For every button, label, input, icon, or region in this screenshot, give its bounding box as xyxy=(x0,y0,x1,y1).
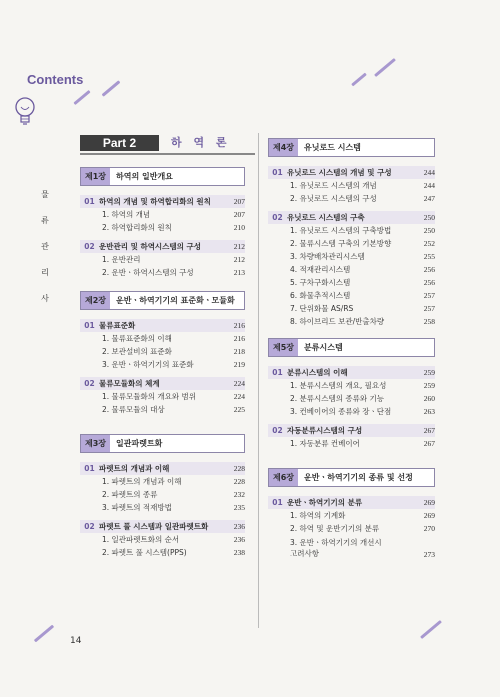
chapter-number: 제4장 xyxy=(269,139,298,156)
item-page: 210 xyxy=(233,223,245,232)
side-char: 관 xyxy=(41,242,49,251)
item-page: 235 xyxy=(233,503,245,512)
item-title: 1. 운반관리 xyxy=(102,255,141,264)
section-page: 267 xyxy=(423,426,435,435)
section-page: 236 xyxy=(233,522,245,531)
item-page: 216 xyxy=(233,334,245,343)
item-page: 236 xyxy=(233,535,245,544)
item-title: 3. 컨베이어의 종류와 장ㆍ단점 xyxy=(290,407,392,416)
part-heading xyxy=(80,135,255,151)
chapter-number: 제5장 xyxy=(269,339,298,356)
chapter-header[interactable] xyxy=(268,468,435,487)
item-page: 267 xyxy=(423,439,435,448)
section-page: 244 xyxy=(423,168,435,177)
section-number: 02 xyxy=(84,379,95,388)
page-number: 14 xyxy=(70,636,82,646)
toc-item[interactable] xyxy=(80,390,245,403)
item-title: 1. 파렛트의 개념과 이해 xyxy=(102,477,182,486)
item-title: 2. 운반ㆍ하역시스템의 구성 xyxy=(102,268,194,277)
toc-section xyxy=(80,377,245,416)
section-title: 유닛로드 시스템의 개념 및 구성 xyxy=(287,168,392,177)
item-page: 256 xyxy=(423,278,435,287)
section-title: 물류표준화 xyxy=(99,321,136,330)
item-page: 250 xyxy=(423,226,435,235)
section-title: 운반ㆍ하역기기의 분류 xyxy=(287,498,363,507)
chapter-number: 제3장 xyxy=(81,435,110,452)
item-page: 218 xyxy=(233,347,245,356)
toc-section xyxy=(268,496,435,559)
item-title: 2. 파렛트의 종류 xyxy=(102,490,158,499)
section-title: 하역의 개념 및 하역합리화의 원칙 xyxy=(99,197,211,206)
item-page: 269 xyxy=(423,511,435,520)
chapter-number: 제1장 xyxy=(81,168,110,185)
item-page: 228 xyxy=(233,477,245,486)
section-header[interactable] xyxy=(80,377,245,390)
item-page: 238 xyxy=(233,548,245,557)
item-title: 3. 파렛트의 적재방법 xyxy=(102,503,172,512)
section-number: 02 xyxy=(84,242,95,251)
part-subtitle: 하 역 론 xyxy=(171,136,231,149)
toc-section xyxy=(268,424,435,450)
item-title: 3. 운반ㆍ하역기기의 개선시 고려사항 xyxy=(290,538,382,558)
decorative-slash xyxy=(420,620,442,639)
item-title: 2. 물류모듈의 대상 xyxy=(102,405,165,414)
item-page: 212 xyxy=(233,255,245,264)
side-vertical-label xyxy=(38,182,52,312)
section-header[interactable] xyxy=(268,496,435,509)
section-title: 유닛로드 시스템의 구축 xyxy=(287,213,365,222)
item-page: 260 xyxy=(423,394,435,403)
toc-section xyxy=(80,240,245,279)
toc-section xyxy=(268,211,435,328)
chapter-block xyxy=(268,338,435,450)
part-underline xyxy=(80,153,255,155)
toc-item[interactable] xyxy=(268,535,435,559)
section-number: 02 xyxy=(272,426,283,435)
section-header[interactable] xyxy=(268,366,435,379)
chapter-header[interactable] xyxy=(80,291,245,310)
chapter-block xyxy=(268,468,435,559)
item-title: 2. 하역합리화의 원칙 xyxy=(102,223,172,232)
section-title: 파렛트 풀 시스템과 일관파렛트화 xyxy=(99,522,209,531)
section-page: 207 xyxy=(233,197,245,206)
item-page: 259 xyxy=(423,381,435,390)
section-number: 02 xyxy=(84,522,95,531)
section-title: 자동분류시스템의 구성 xyxy=(287,426,363,435)
toc-item[interactable] xyxy=(268,289,435,302)
item-page: 244 xyxy=(423,181,435,190)
toc-section xyxy=(80,319,245,371)
item-title: 8. 하이브리드 보관/반출차량 xyxy=(290,317,385,326)
item-title: 2. 하역 및 운반기기의 분류 xyxy=(290,524,380,533)
chapter-number: 제2장 xyxy=(81,292,110,309)
chapter-block xyxy=(268,138,435,328)
section-header[interactable] xyxy=(80,240,245,253)
part-label: Part 2 xyxy=(80,135,159,151)
item-title: 1. 유닛로드 시스템의 구축방법 xyxy=(290,226,392,235)
toc-item[interactable] xyxy=(80,501,245,514)
chapter-block xyxy=(80,434,245,559)
item-title: 4. 적재관리시스템 xyxy=(290,265,351,274)
toc-item[interactable] xyxy=(80,208,245,221)
chapter-header[interactable] xyxy=(80,434,245,453)
chapter-header[interactable] xyxy=(268,138,435,157)
side-char: 류 xyxy=(41,216,49,225)
item-page: 213 xyxy=(233,268,245,277)
section-header[interactable] xyxy=(268,166,435,179)
item-page: 263 xyxy=(423,407,435,416)
section-number: 01 xyxy=(84,197,95,206)
item-title: 1. 분류시스템의 개요, 필요성 xyxy=(290,381,387,390)
item-title: 1. 일관파렛트화의 순서 xyxy=(102,535,180,544)
section-title: 물류모듈화의 체계 xyxy=(99,379,160,388)
item-title: 1. 자동분류 컨베이어 xyxy=(290,439,360,448)
toc-item[interactable] xyxy=(268,179,435,192)
item-page: 225 xyxy=(233,405,245,414)
toc-item[interactable] xyxy=(268,315,435,328)
toc-item[interactable] xyxy=(268,237,435,250)
left-column xyxy=(80,167,245,565)
toc-item[interactable] xyxy=(268,379,435,392)
item-title: 2. 분류시스템의 종류와 기능 xyxy=(290,394,385,403)
section-header[interactable] xyxy=(80,520,245,533)
toc-item[interactable] xyxy=(268,405,435,418)
section-page: 269 xyxy=(423,498,435,507)
item-title: 1. 물류표준화의 이해 xyxy=(102,334,172,343)
toc-item[interactable] xyxy=(80,332,245,345)
contents-title: Contents xyxy=(27,72,84,87)
item-page: 252 xyxy=(423,239,435,248)
side-char: 리 xyxy=(41,268,49,277)
toc-item[interactable] xyxy=(80,345,245,358)
chapter-title: 분류시스템 xyxy=(304,343,343,352)
chapter-title: 하역의 일반개요 xyxy=(116,172,173,181)
side-char: 사 xyxy=(41,294,49,303)
section-header[interactable] xyxy=(268,424,435,437)
toc-item[interactable] xyxy=(80,253,245,266)
decorative-slash xyxy=(351,73,367,87)
decorative-slash xyxy=(102,80,121,96)
item-page: 232 xyxy=(233,490,245,499)
toc-item[interactable] xyxy=(80,546,245,559)
item-title: 1. 유닛로드 시스템의 개념 xyxy=(290,181,377,190)
toc-item[interactable] xyxy=(268,224,435,237)
section-header[interactable] xyxy=(268,211,435,224)
item-page: 219 xyxy=(233,360,245,369)
section-page: 250 xyxy=(423,213,435,222)
item-page: 207 xyxy=(233,210,245,219)
toc-item[interactable] xyxy=(268,509,435,522)
section-number: 01 xyxy=(272,498,283,507)
item-title: 3. 운반ㆍ하역기기의 표준화 xyxy=(102,360,194,369)
section-number: 01 xyxy=(272,168,283,177)
item-title: 7. 단위화물 AS/RS xyxy=(290,304,354,313)
item-title: 6. 화물추적시스템 xyxy=(290,291,351,300)
toc-item[interactable] xyxy=(80,358,245,371)
toc-item[interactable] xyxy=(268,250,435,263)
chapter-title: 운반ㆍ하역기기의 표준화ㆍ모듈화 xyxy=(116,296,235,305)
section-title: 분류시스템의 이해 xyxy=(287,368,348,377)
item-title: 2. 파렛트 풀 시스템(PPS) xyxy=(102,548,187,557)
section-number: 01 xyxy=(272,368,283,377)
toc-item[interactable] xyxy=(268,522,435,535)
chapter-header[interactable] xyxy=(268,338,435,357)
decorative-slash xyxy=(374,58,396,77)
item-page: 257 xyxy=(423,291,435,300)
item-title: 3. 차량배차관리시스템 xyxy=(290,252,365,261)
chapter-title: 유닛로드 시스템 xyxy=(304,143,361,152)
toc-item[interactable] xyxy=(80,403,245,416)
item-title: 1. 하역의 기계화 xyxy=(290,511,346,520)
section-number: 02 xyxy=(272,213,283,222)
item-page: 247 xyxy=(423,194,435,203)
section-header[interactable] xyxy=(80,319,245,332)
toc-item[interactable] xyxy=(80,475,245,488)
chapter-block xyxy=(80,291,245,416)
lightbulb-icon xyxy=(13,95,37,129)
column-divider xyxy=(258,133,259,628)
chapter-number: 제6장 xyxy=(269,469,298,486)
section-title: 운반관리 및 하역시스템의 구성 xyxy=(99,242,202,251)
item-page: 255 xyxy=(423,252,435,261)
toc-section xyxy=(268,366,435,418)
item-page: 273 xyxy=(423,550,435,559)
item-title: 2. 물류시스템 구축의 기본방향 xyxy=(290,239,392,248)
section-number: 01 xyxy=(84,321,95,330)
chapter-header[interactable] xyxy=(80,167,245,186)
toc-item[interactable] xyxy=(268,192,435,205)
toc-item[interactable] xyxy=(268,263,435,276)
section-page: 216 xyxy=(233,321,245,330)
toc-section xyxy=(268,166,435,205)
section-page: 259 xyxy=(423,368,435,377)
toc-section xyxy=(80,195,245,234)
item-page: 270 xyxy=(423,524,435,533)
item-title: 1. 물류모듈화의 개요와 범위 xyxy=(102,392,197,401)
toc-item[interactable] xyxy=(268,302,435,315)
toc-section xyxy=(80,462,245,514)
section-page: 228 xyxy=(233,464,245,473)
section-header[interactable] xyxy=(80,195,245,208)
toc-item[interactable] xyxy=(268,276,435,289)
chapter-title: 일관파렛트화 xyxy=(116,439,163,448)
item-page: 258 xyxy=(423,317,435,326)
chapter-title: 운반ㆍ하역기기의 종류 및 선정 xyxy=(304,473,413,482)
section-title: 파렛트의 개념과 이해 xyxy=(99,464,170,473)
item-title: 2. 유닛로드 시스템의 구성 xyxy=(290,194,377,203)
section-header[interactable] xyxy=(80,462,245,475)
toc-item[interactable] xyxy=(80,221,245,234)
section-number: 01 xyxy=(84,464,95,473)
side-char: 물 xyxy=(41,190,49,199)
item-title: 5. 구차구화시스템 xyxy=(290,278,351,287)
chapter-block xyxy=(80,167,245,279)
toc-item[interactable] xyxy=(80,488,245,501)
toc-section xyxy=(80,520,245,559)
item-page: 256 xyxy=(423,265,435,274)
section-page: 212 xyxy=(233,242,245,251)
item-page: 257 xyxy=(423,304,435,313)
right-column xyxy=(268,138,435,565)
item-title: 2. 보관설비의 표준화 xyxy=(102,347,172,356)
item-title: 1. 하역의 개념 xyxy=(102,210,151,219)
decorative-slash xyxy=(73,90,90,105)
section-page: 224 xyxy=(233,379,245,388)
toc-item[interactable] xyxy=(80,266,245,279)
toc-item[interactable] xyxy=(80,533,245,546)
toc-item[interactable] xyxy=(268,437,435,450)
toc-item[interactable] xyxy=(268,392,435,405)
item-page: 224 xyxy=(233,392,245,401)
decorative-slash xyxy=(34,625,54,643)
